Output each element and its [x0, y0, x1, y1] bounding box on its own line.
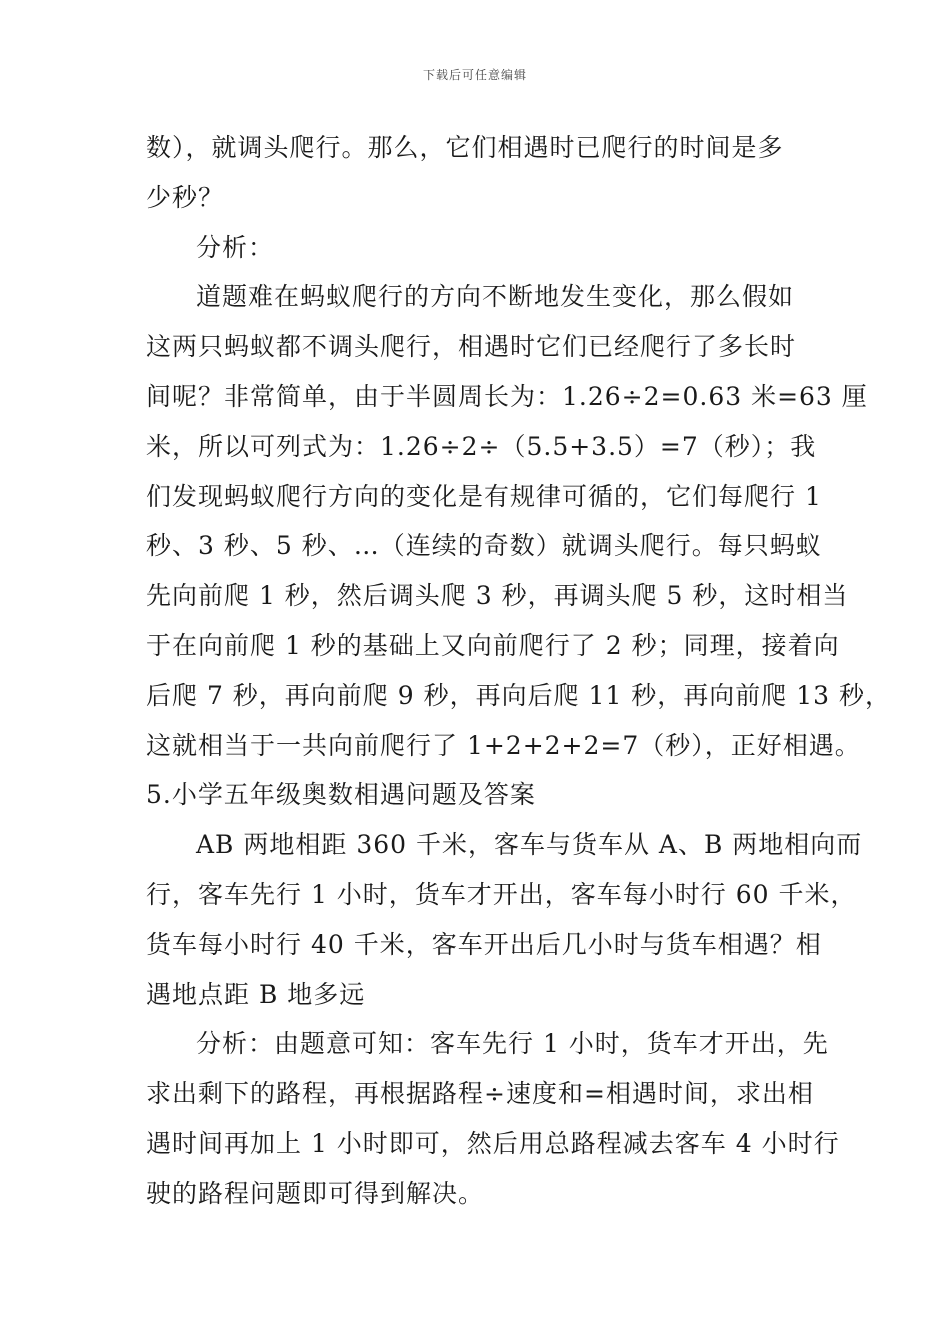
text-line: 道题难在蚂蚁爬行的方向不断地发生变化，那么假如 [196, 282, 795, 312]
text-line: 遇时间再加上 1 小时即可，然后用总路程减去客车 4 小时行 [146, 1128, 840, 1158]
text-line: 行，客车先行 1 小时，货车才开出，客车每小时行 60 千米， [146, 879, 857, 909]
text-line: 于在向前爬 1 秒的基础上又向前爬行了 2 秒；同理，接着向 [146, 630, 840, 660]
text-line: 求出剩下的路程，再根据路程÷速度和=相遇时间，求出相 [146, 1079, 814, 1109]
text-line: 分析： [196, 232, 275, 262]
text-line: 分析：由题意可知：客车先行 1 小时，货车才开出，先 [196, 1029, 829, 1059]
text-line: AB 两地相距 360 千米，客车与货车从 A、B 两地相向而 [196, 830, 863, 860]
text-line: 驶的路程问题即可得到解决。 [146, 1178, 485, 1208]
text-line: 货车每小时行 40 千米，客车开出后几小时与货车相遇？相 [146, 929, 822, 959]
document-body [146, 128, 892, 1224]
text-line: 秒、3 秒、5 秒、…（连续的奇数）就调头爬行。每只蚂蚁 [146, 531, 822, 561]
text-line: 间呢？非常简单，由于半圆周长为：1.26÷2=0.63 米=63 厘 [146, 381, 868, 411]
text-line: 先向前爬 1 秒，然后调头爬 3 秒，再调头爬 5 秒，这时相当 [146, 581, 849, 611]
text-line: 这就相当于一共向前爬行了 1+2+2+2=7（秒），正好相遇。 [146, 730, 861, 760]
text-line: 遇地点距 B 地多远 [146, 979, 366, 1009]
text-line: 数），就调头爬行。那么，它们相遇时已爬行的时间是多 [146, 133, 784, 162]
text-line: 后爬 7 秒，再向前爬 9 秒，再向后爬 11 秒，再向前爬 13 秒， [146, 680, 892, 710]
text-line: 米，所以可列式为：1.26÷2÷（5.5+3.5）=7（秒）；我 [146, 431, 817, 461]
text-line: 少秒？ [146, 182, 225, 212]
section-heading: 5.小学五年级奥数相遇问题及答案 [146, 780, 536, 810]
text-line: 们发现蚂蚁爬行方向的变化是有规律可循的，它们每爬行 1 [146, 481, 822, 511]
text-line: 这两只蚂蚁都不调头爬行，相遇时它们已经爬行了多长时 [146, 332, 797, 362]
page-header: 下载后可任意编辑 [422, 68, 527, 82]
